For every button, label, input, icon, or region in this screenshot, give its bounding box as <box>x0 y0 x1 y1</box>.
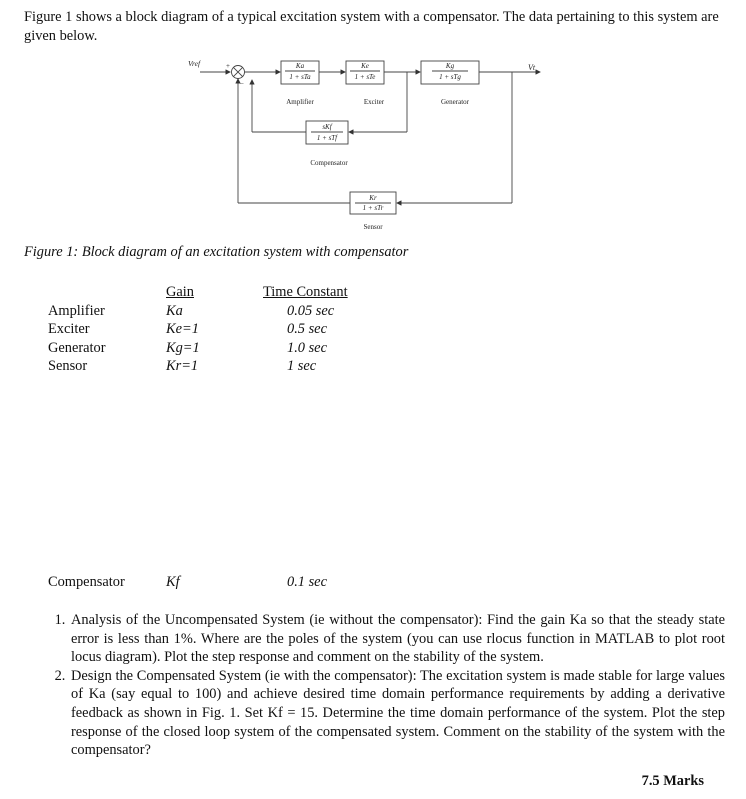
output-label: Vt <box>528 63 536 72</box>
gain-amplifier: Ka <box>166 303 183 319</box>
tc-sensor: 1 sec <box>287 358 317 374</box>
gain-compensator: Kf <box>166 574 180 590</box>
intro-paragraph: Figure 1 shows a block diagram of a typical excitation system with a compensator. The data pertaining to this system are given below. <box>24 9 719 44</box>
amplifier-label: Amplifier <box>286 98 314 106</box>
row-name-generator: Generator <box>48 340 106 356</box>
gain-generator: Kg=1 <box>166 340 200 356</box>
row-name-compensator: Compensator <box>48 574 125 590</box>
row-name-exciter: Exciter <box>48 321 90 337</box>
compensator-label: Compensator <box>310 159 348 167</box>
gain-exciter: Ke=1 <box>166 321 199 337</box>
gain-sensor: Kr=1 <box>166 358 199 374</box>
sum-sign-top: + <box>226 62 230 70</box>
question-list <box>49 611 725 760</box>
generator-denominator: 1 + sTg <box>439 73 461 81</box>
row-name-sensor: Sensor <box>48 358 88 374</box>
tc-compensator: 0.1 sec <box>287 574 327 590</box>
amplifier-numerator: Ka <box>295 62 305 70</box>
generator-label: Generator <box>441 98 469 106</box>
tc-amplifier: 0.05 sec <box>287 303 335 319</box>
sensor-numerator: Kr <box>369 194 377 202</box>
compensator-numerator: sKf <box>322 123 332 131</box>
generator-numerator: Kg <box>445 62 455 70</box>
sensor-denominator: 1 + sTr <box>362 204 384 212</box>
gain-header: Gain <box>166 284 194 300</box>
exciter-label: Exciter <box>363 98 385 106</box>
sum-sign-left: − <box>240 80 244 88</box>
input-label: Vref <box>188 59 201 68</box>
exciter-numerator: Ke <box>361 62 369 70</box>
compensator-denominator: 1 + sTf <box>316 134 338 142</box>
time-constant-header: Time Constant <box>263 284 348 300</box>
figure-caption: Figure 1: Block diagram of an excitation system with compensator <box>24 244 409 260</box>
exciter-denominator: 1 + sTe <box>354 73 376 81</box>
tc-exciter: 0.5 sec <box>287 321 327 337</box>
sensor-label: Sensor <box>363 223 383 231</box>
question-2: 2. Design the Compensated System (ie with the compensator): The excitation system is made stable for large values of Ka (say equal to 100) and achieve desired time domain performance requirements by adding a derivative feedback as shown in Fig. 1. Set Kf = 15. Determine the time domain performance of the system. Plot the step response of the closed loop system of the compensated system. Comment on the stability of the system with the compensator? <box>69 667 725 760</box>
marks-label: 7.5 Marks <box>641 773 704 789</box>
block-diagram <box>0 0 746 240</box>
question-1: 1. Analysis of the Uncompensated System (ie without the compensator): Find the gain Ka so that the steady state error is less than 1%. Where are the poles of the system (you can use rlocus function in MATLAB to plot root locus diagram). Plot the step response and comment on the stability of the system. <box>69 611 725 667</box>
tc-generator: 1.0 sec <box>287 340 327 356</box>
row-name-amplifier: Amplifier <box>48 303 105 319</box>
amplifier-denominator: 1 + sTa <box>289 73 311 81</box>
